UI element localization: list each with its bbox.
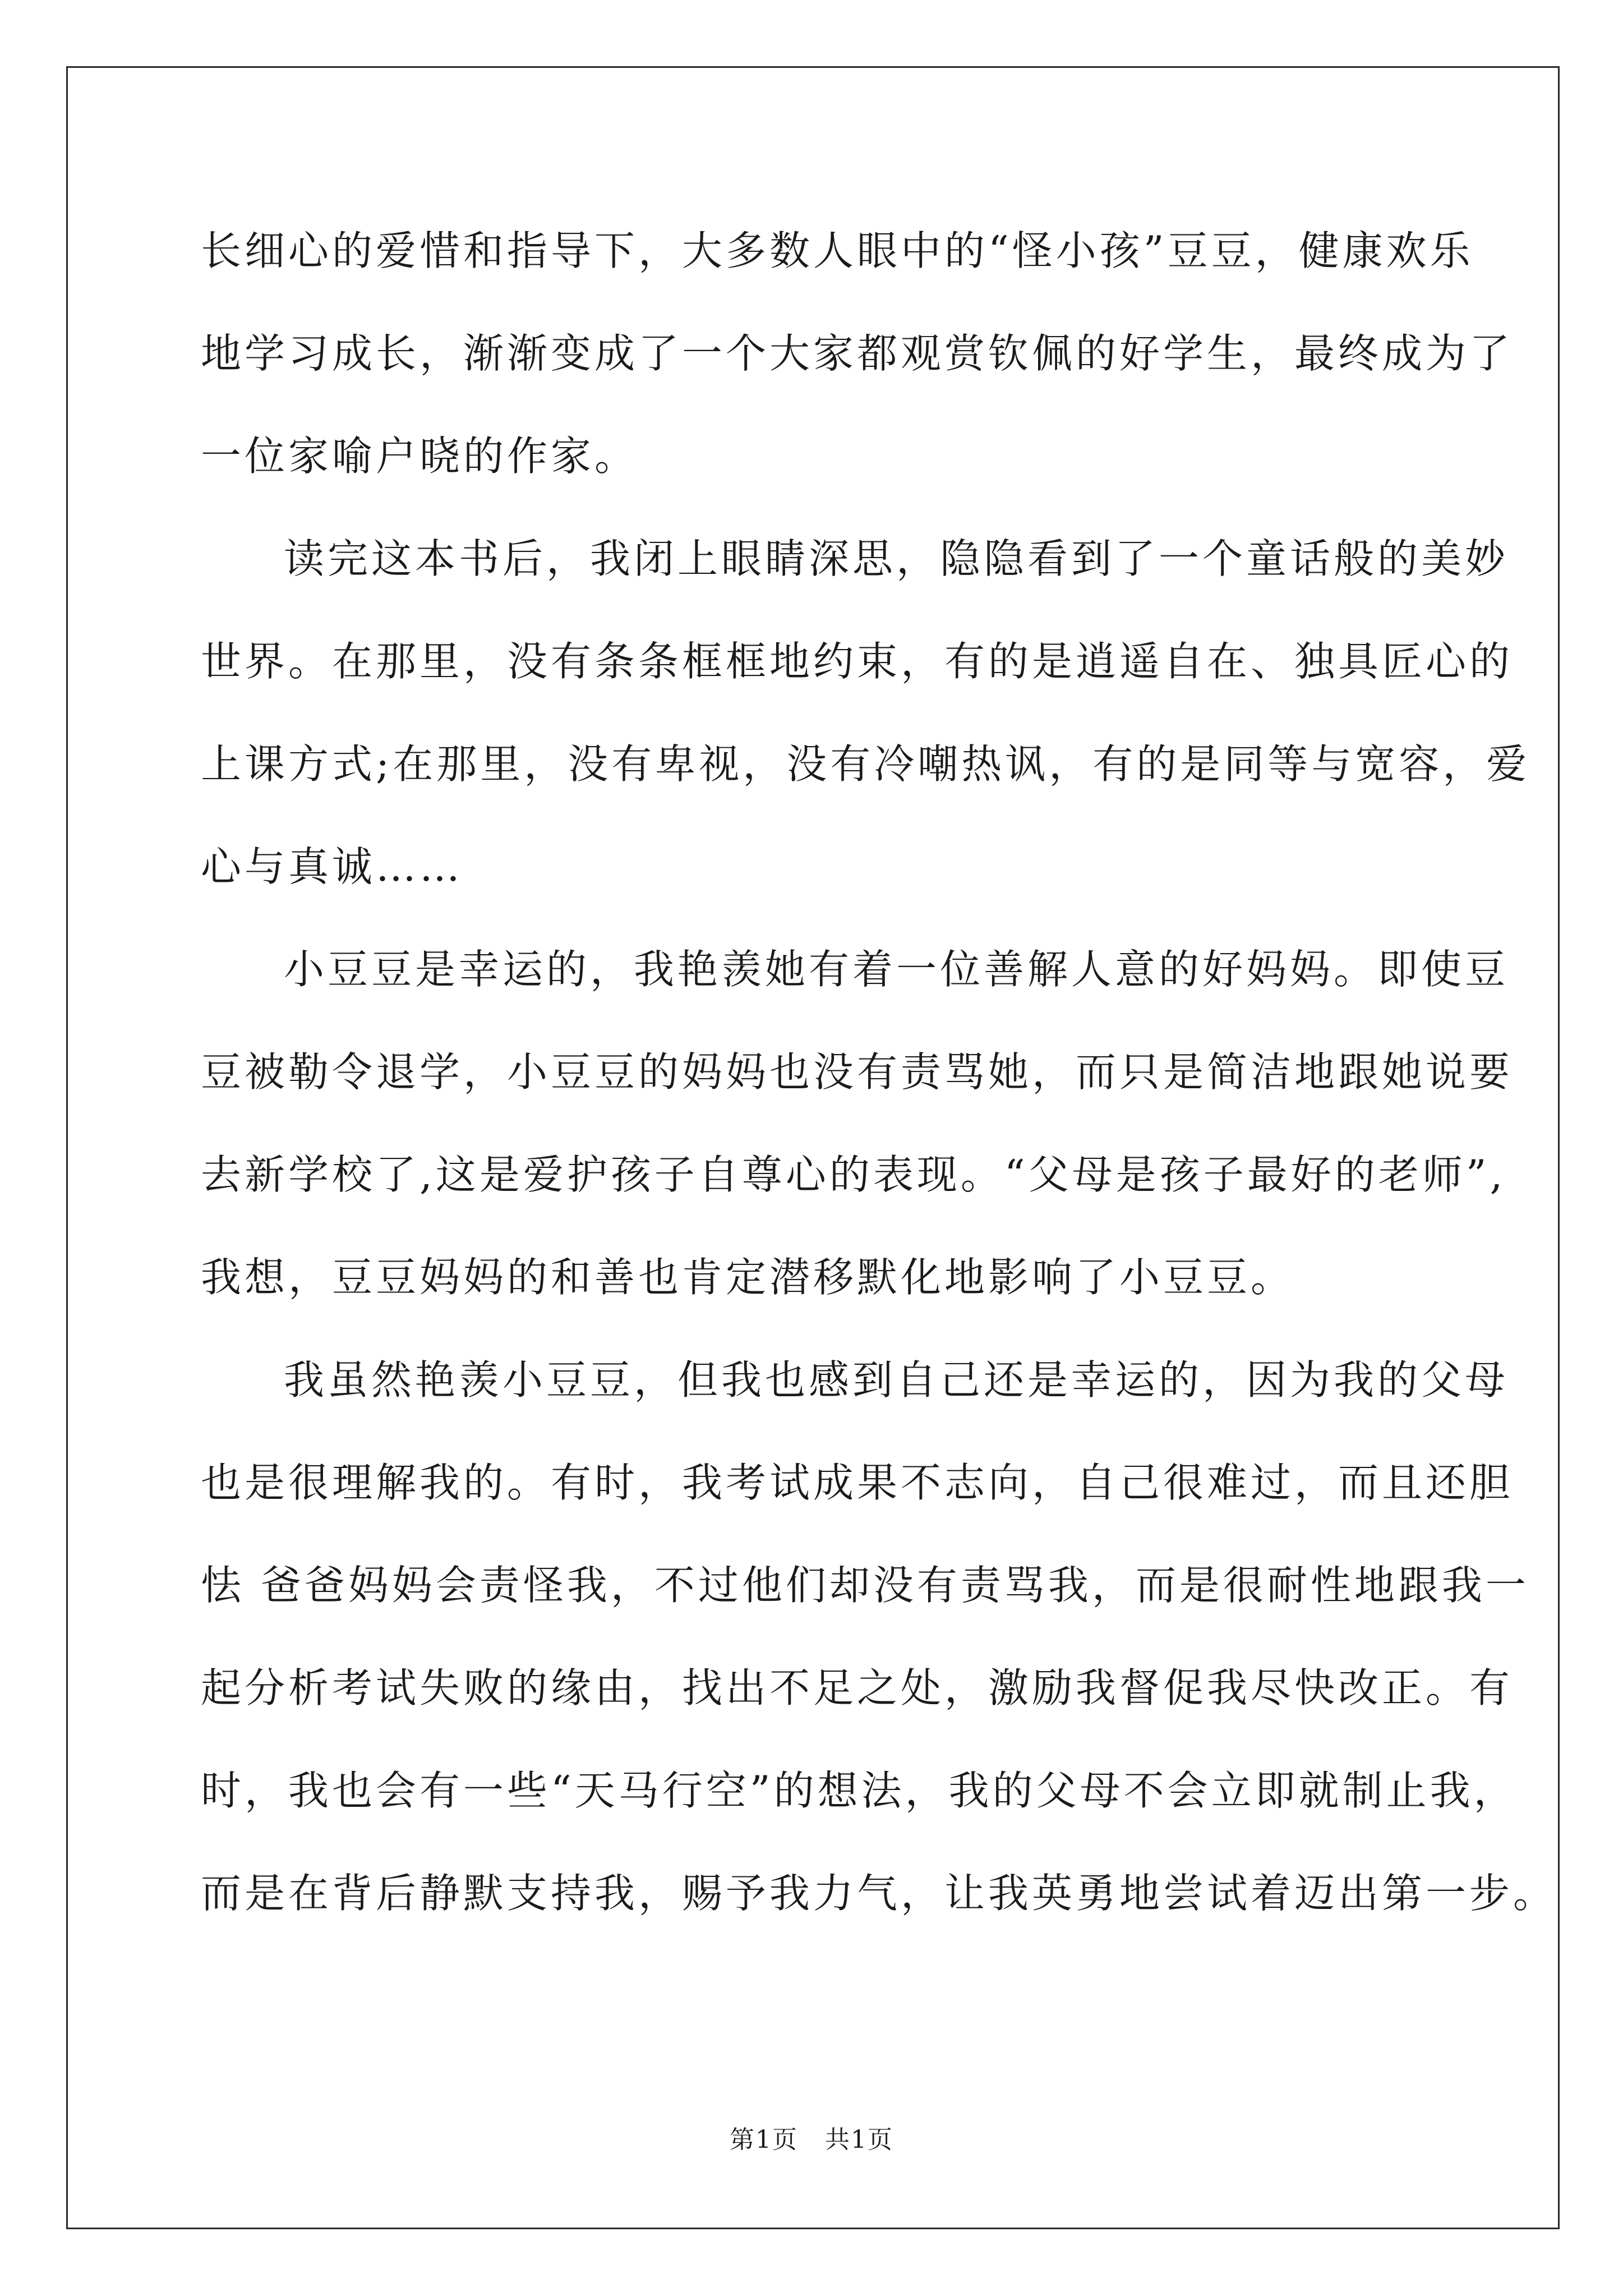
text-line: 长细心的爱惜和指导下，大多数人眼中的“怪小孩”豆豆，健康欢乐 (201, 227, 1474, 274)
paragraph-first-line: 读完这本书后，我闭上眼睛深思，隐隐看到了一个童话般的美妙 (284, 535, 1509, 582)
text-line: 时，我也会有一些“天马行空”的想法，我的父母不会立即就制止我， (201, 1767, 1518, 1814)
text-line: 起分析考试失败的缘由，找出不足之处，激励我督促我尽快改正。有 (201, 1664, 1514, 1711)
text-line: 而是在背后静默支持我，赐予我力气，让我英勇地尝试着迈出第一步。 (201, 1870, 1557, 1917)
text-line: 世界。在那里，没有条条框框地约束，有的是逍遥自在、独具匠心的 (201, 638, 1514, 685)
text-line: 心与真诚…… (201, 843, 464, 890)
text-line: 也是很理解我的。有时，我考试成果不志向，自己很难过，而且还胆 (201, 1459, 1514, 1506)
text-line: 怯 爸爸妈妈会责怪我，不过他们却没有责骂我，而是很耐性地跟我一 (201, 1562, 1529, 1609)
page-footer (0, 2119, 1623, 2155)
page-number: 第1页 (730, 2125, 798, 2154)
text-line: 我想，豆豆妈妈的和善也肯定潜移默化地影响了小豆豆。 (201, 1254, 1295, 1301)
page-total: 共1页 (825, 2125, 893, 2154)
paragraph-first-line: 我虽然艳羡小豆豆，但我也感到自己还是幸运的，因为我的父母 (284, 1356, 1509, 1404)
text-line: 上课方式;在那里，没有卑视，没有冷嘲热讽，有的是同等与宽容，爱 (201, 740, 1530, 788)
paragraph-first-line: 小豆豆是幸运的，我艳羡她有着一位善解人意的好妈妈。即使豆 (284, 946, 1509, 993)
text-line: 去新学校了,这是爱护孩子自尊心的表现。“父母是孩子最好的老师”, (201, 1151, 1506, 1198)
text-line: 豆被勒令退学，小豆豆的妈妈也没有责骂她，而只是简洁地跟她说要 (201, 1048, 1514, 1096)
text-line: 地学习成长，渐渐变成了一个大家都观赏钦佩的好学生，最终成为了 (201, 330, 1514, 377)
document-body (201, 209, 1557, 1954)
text-line: 一位家喻户晓的作家。 (201, 432, 639, 480)
